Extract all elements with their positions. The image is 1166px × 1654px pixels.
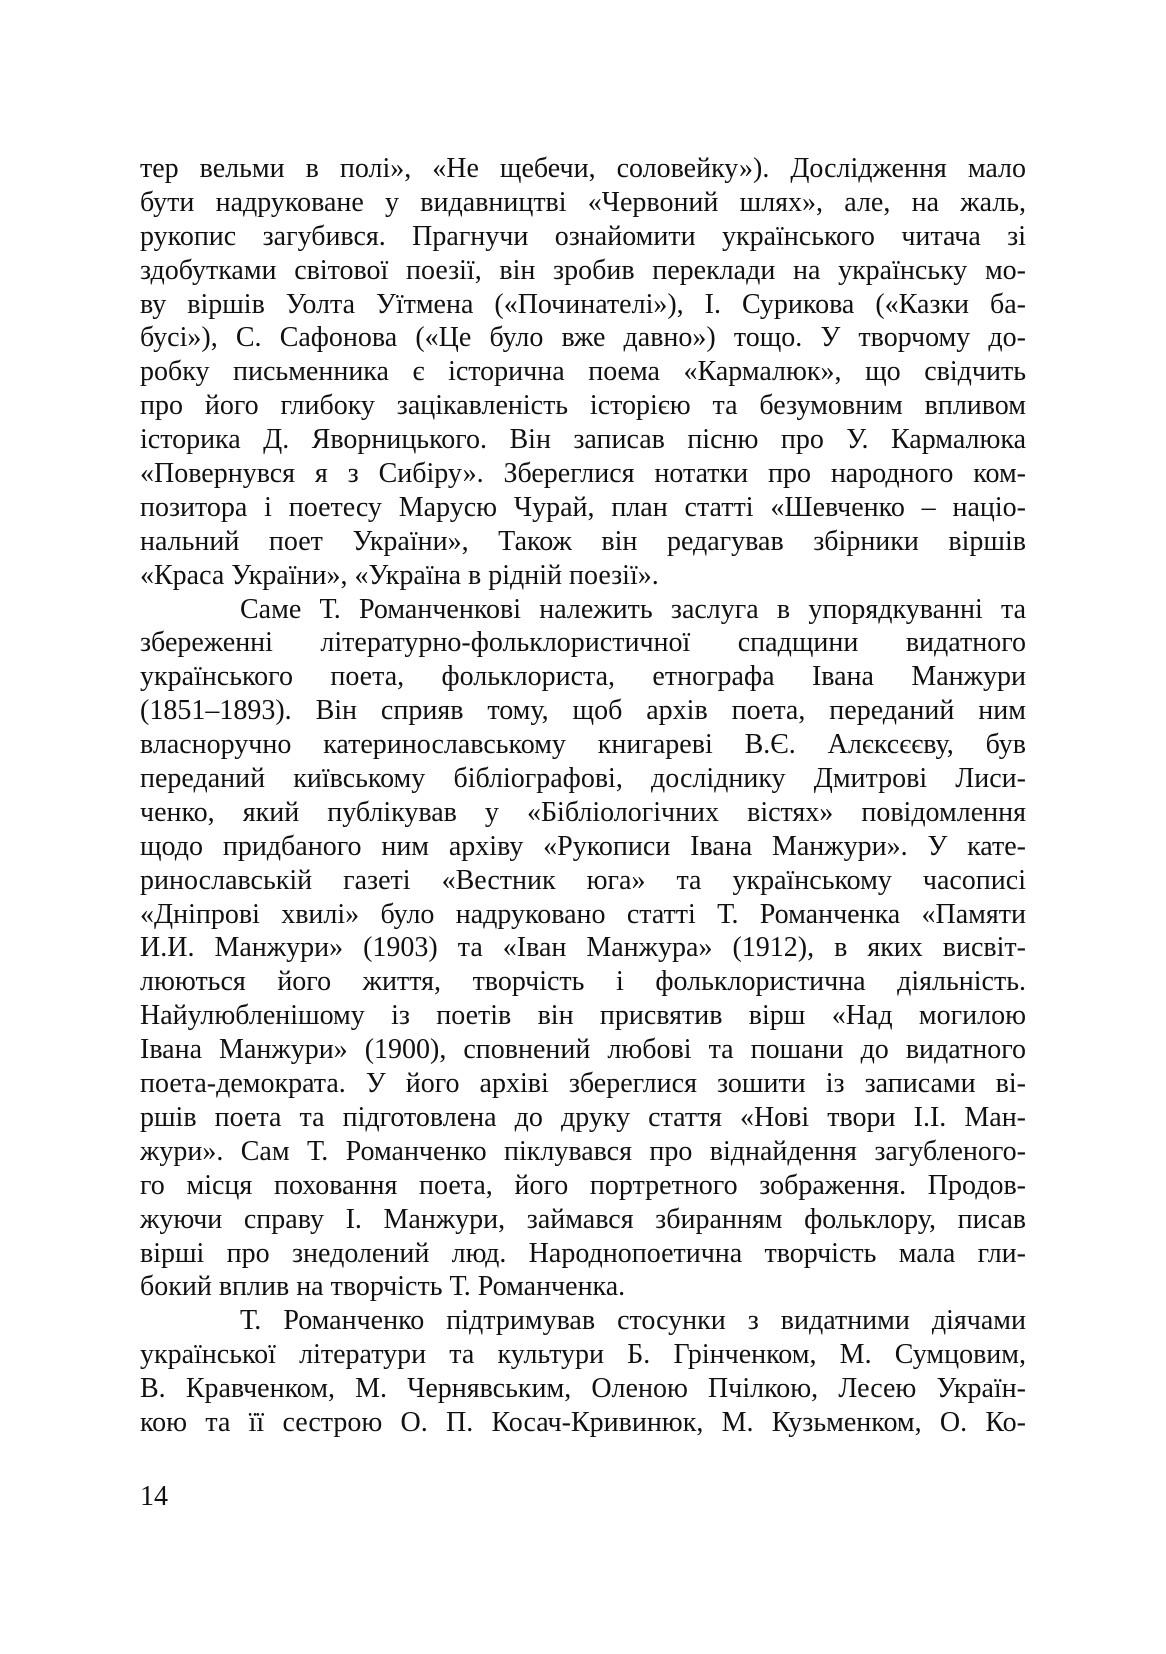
paragraph-3	[140, 1304, 1026, 1440]
text-line: Саме Т. Романченкові належить заслуга в упорядкуванні та	[240, 593, 1026, 625]
text-line: Найулюбленішому із поетів він присвятив вірш «Над могилою	[140, 1000, 1026, 1032]
text-line: української літератури та культури Б. Грінченком, М. Сумцовим,	[140, 1339, 1026, 1371]
text-line: «Краса України», «Україна в рідній поезії».	[140, 559, 659, 591]
text-line: щодо придбаного ним архіву «Рукописи Івана Манжури». У кате-	[140, 830, 1026, 862]
text-line: ршів поета та підготовлена до друку стаття «Нові твори І.І. Ман-	[140, 1101, 1026, 1133]
text-line: тер вельми в полі», «Не щебечи, соловейку»). Дослідження мало	[140, 153, 1026, 184]
text-line: люються його життя, творчість і фольклористична діяльність.	[140, 966, 1026, 998]
text-line: «Повернувся я з Сибіру». Збереглися нотатки про народного ком-	[140, 458, 1026, 490]
text-line: про його глибоку зацікавленість історією та безумовним впливом	[140, 390, 1026, 422]
text-line: кою та її сестрою О. П. Косач-Кривинюк, М. Кузьменком, О. Ко-	[140, 1406, 1026, 1438]
text-line: бусі»), С. Сафонова («Це було вже давно») тощо. У творчому до-	[140, 322, 1026, 354]
text-line: українського поета, фольклориста, етнографа Івана Манжури	[140, 661, 1026, 693]
text-line: нальний поет України», Також він редагував збірники віршів	[140, 525, 1026, 557]
text-line: жуючи справу І. Манжури, займався збиранням фольклору, писав	[140, 1203, 1026, 1235]
text-line: здобутками світової поезії, він зробив переклади на українську мо-	[140, 254, 1026, 286]
text-line: позитора і поетесу Марусю Чурай, план статті «Шевченко – націо-	[140, 491, 1026, 523]
text-line: історика Д. Яворницького. Він записав пісню про У. Кармалюка	[140, 424, 1026, 456]
text-line: ринославській газеті «Вестник юга» та українському часописі	[140, 864, 1026, 896]
text-line: переданий київському бібліографові, досліднику Дмитрові Лиси-	[140, 763, 1026, 795]
text-line: жури». Сам Т. Романченко піклувався про віднайдення загубленого-	[140, 1135, 1026, 1167]
text-line: го місця поховання поета, його портретного зображення. Продов-	[140, 1169, 1026, 1201]
text-line: Івана Манжури» (1900), сповнений любові та пошани до видатного	[140, 1034, 1026, 1066]
text-line: ченко, який публікував у «Бібліологічних вістях» повідомлення	[140, 796, 1026, 828]
text-line: власноручно катеринославському книгареві В.Є. Алєксєєву, був	[140, 729, 1026, 761]
text-line: збереженні літературно-фольклористичної спадщини видатного	[140, 627, 1026, 659]
text-line: поета-демократа. У його архіві збереглися зошити із записами ві-	[140, 1068, 1026, 1100]
text-line: ву віршів Уолта Уїтмена («Починателі»), І. Сурикова («Казки ба-	[140, 288, 1026, 320]
paragraph-2	[140, 593, 1026, 1305]
page-number: 14	[140, 1481, 168, 1512]
text-line: И.И. Манжури» (1903) та «Іван Манжура» (1912), в яких висвіт-	[140, 932, 1026, 964]
text-line: робку письменника є історична поема «Кармалюк», що свідчить	[140, 356, 1026, 388]
text-line: бути надруковане у видавництві «Червоний шлях», але, на жаль,	[140, 186, 1026, 218]
text-line: вірші про знедолений люд. Народнопоетична творчість мала гли-	[140, 1237, 1026, 1269]
text-line: В. Кравченком, М. Чернявським, Оленою Пчілкою, Лесею Україн-	[140, 1373, 1026, 1405]
text-line: (1851–1893). Він сприяв тому, щоб архів поета, переданий ним	[140, 695, 1026, 727]
body-text	[140, 152, 1026, 1440]
paragraph-1	[140, 152, 1026, 593]
text-line: Т. Романченко підтримував стосунки з видатними діячами	[240, 1305, 1026, 1337]
text-line: «Дніпрові хвилі» було надруковано статті Т. Романченка «Памяти	[140, 898, 1026, 930]
text-line: рукопис загубився. Прагнучи ознайомити українського читача зі	[140, 220, 1026, 252]
text-line: бокий вплив на творчість Т. Романченка.	[140, 1271, 626, 1303]
